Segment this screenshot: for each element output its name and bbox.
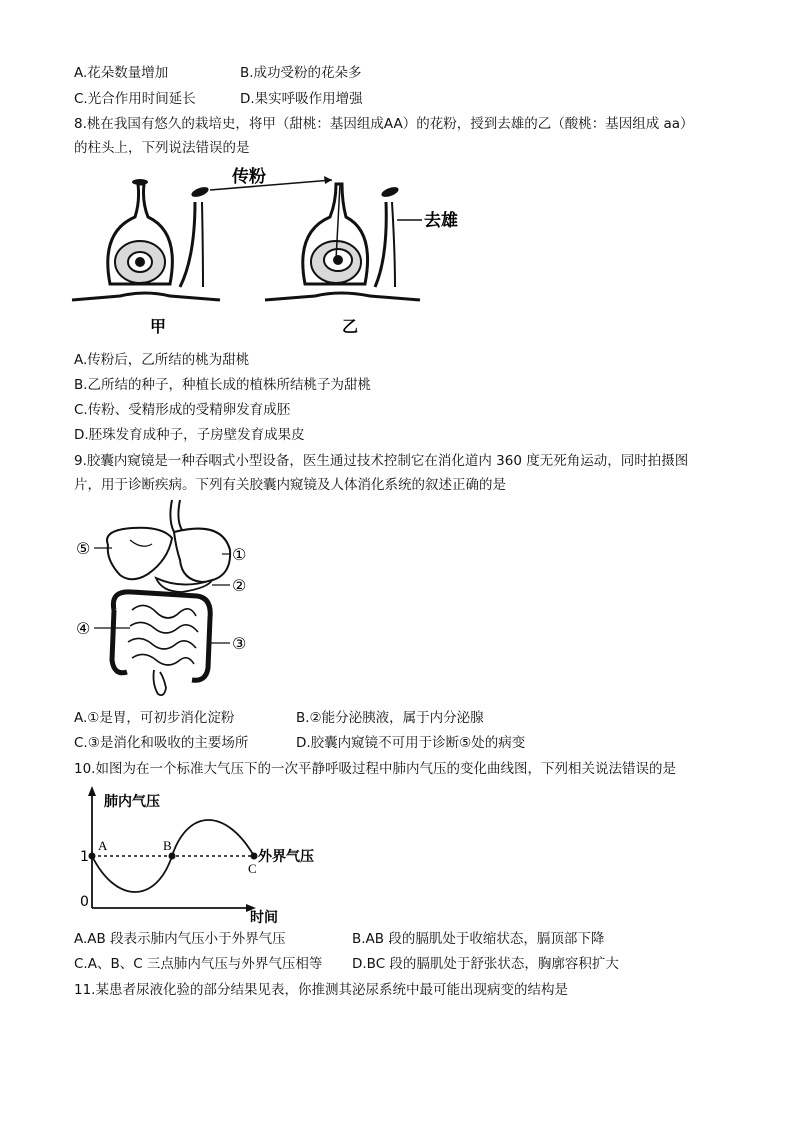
q7-option-b: B.成功受粉的花朵多 — [240, 65, 362, 81]
q9-stem-line2: 片，用于诊断疾病。下列有关胶囊内窥镜及人体消化系统的叙述正确的是 — [74, 477, 506, 493]
q9-digestive-figure — [72, 500, 272, 700]
marker-3: ③ — [232, 634, 247, 653]
q7-option-c: C.光合作用时间延长 — [74, 91, 196, 107]
q10-option-b: B.AB 段的膈肌处于收缩状态，膈顶部下降 — [352, 931, 605, 947]
point-a-label: A — [98, 838, 108, 853]
tick-one: 1 — [80, 849, 89, 865]
q9-option-c: C.③是消化和吸收的主要场所 — [74, 735, 249, 751]
label-jia: 甲 — [150, 317, 167, 336]
q10-option-d: D.BC 段的膈肌处于舒张状态，胸廓容积扩大 — [352, 956, 619, 972]
label-emasculated: 去雄 — [424, 211, 458, 231]
q9-stem-line1: 9.胶囊内窥镜是一种吞咽式小型设备，医生通过技术控制它在消化道内 360 度无死角运动，同时拍摄图 — [74, 453, 689, 469]
q8-option-c: C.传粉、受精形成的受精卵发育成胚 — [74, 402, 291, 418]
q7-option-a: A.花朵数量增加 — [74, 65, 169, 81]
label-pollination: 传粉 — [232, 167, 266, 187]
y-axis-label: 肺内气压 — [104, 794, 160, 810]
q10-stem: 10.如图为在一个标准大气压下的一次平静呼吸过程中肺内气压的变化曲线图，下列相关说法错误的是 — [74, 761, 676, 777]
point-b-label: B — [163, 838, 172, 853]
x-axis-label: 时间 — [250, 910, 278, 926]
q10-pressure-chart — [76, 786, 356, 926]
q8-flower-figure — [70, 162, 470, 342]
q9-option-a: A.①是胃，可初步消化淀粉 — [74, 710, 235, 726]
small-intestine-coils — [128, 605, 198, 665]
reference-label: 外界气压 — [258, 849, 314, 865]
marker-1: ① — [232, 545, 247, 564]
q8-option-a: A.传粉后，乙所结的桃为甜桃 — [74, 352, 250, 368]
marker-5: ⑤ — [76, 539, 91, 558]
q10-option-c: C.A、B、C 三点肺内气压与外界气压相等 — [74, 956, 323, 972]
q9-option-d: D.胶囊内窥镜不可用于诊断⑤处的病变 — [296, 735, 526, 751]
point-c-label: C — [248, 861, 257, 876]
q11-stem: 11.某患者尿液化验的部分结果见表，你推测其泌尿系统中最可能出现病变的结构是 — [74, 982, 568, 998]
q8-stem-line2: 的柱头上，下列说法错误的是 — [74, 140, 250, 156]
flower-yi — [303, 184, 422, 287]
q8-stem-line1: 8.桃在我国有悠久的栽培史，将甲（甜桃：基因组成AA）的花粉，授到去雄的乙（酸桃：基因组成 aa） — [74, 116, 694, 132]
q7-option-d: D.果实呼吸作用增强 — [240, 91, 363, 107]
flower-jia — [108, 179, 210, 287]
q9-option-b: B.②能分泌胰液，属于内分泌腺 — [296, 710, 484, 726]
q10-option-a: A.AB 段表示肺内气压小于外界气压 — [74, 931, 286, 947]
marker-4: ④ — [76, 619, 91, 638]
marker-2: ② — [232, 576, 247, 595]
q8-option-b: B.乙所结的种子，种植长成的植株所结桃子为甜桃 — [74, 377, 372, 393]
q8-option-d: D.胚珠发育成种子，子房壁发育成果皮 — [74, 427, 305, 443]
label-yi: 乙 — [342, 317, 359, 336]
tick-zero: 0 — [80, 894, 89, 910]
